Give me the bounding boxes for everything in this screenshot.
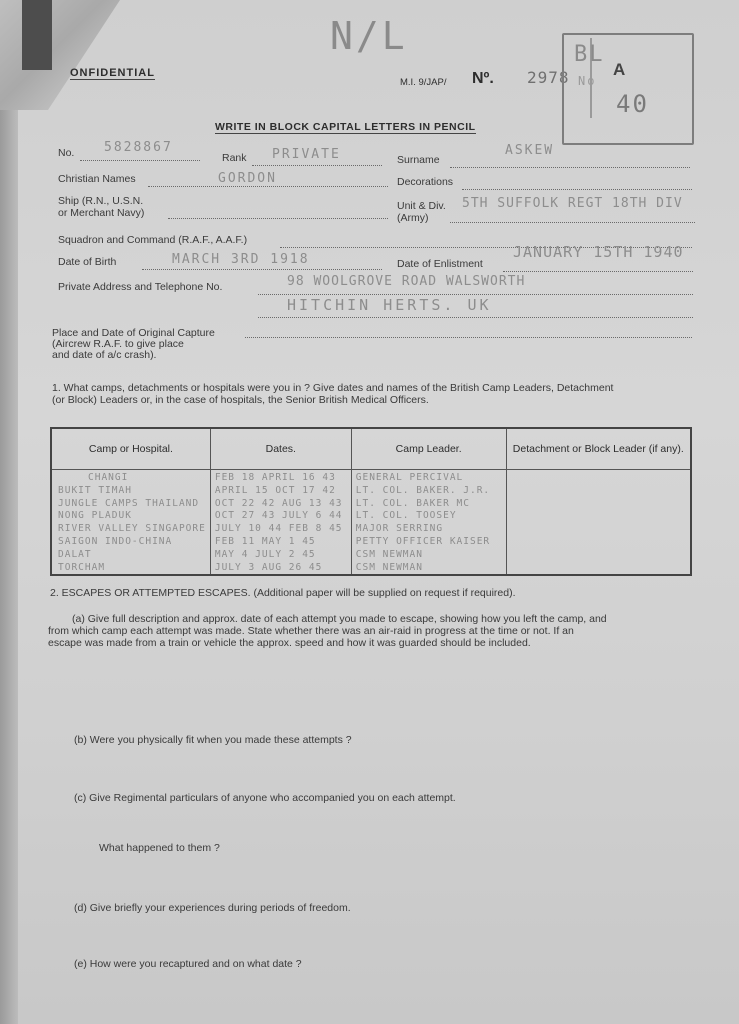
leader-column [351,470,506,576]
question-2c-followup: What happened to them ? [99,842,220,854]
col-leader: Camp Leader. [351,428,506,470]
leader-cell: LT. COL. BAKER MC [355,497,470,509]
question-2c: (c) Give Regimental particulars of anyone who accompanied you on each attempt. [74,792,456,804]
col-detachment: Detachment or Block Leader (if any). [506,428,691,470]
question-2e: (e) How were you recaptured and on what date ? [74,958,302,970]
unit-value: 5TH SUFFOLK REGT 18TH DIV [462,196,683,211]
camp-cell: NONG PLADUK [58,510,132,522]
dob-label: Date of Birth [58,256,117,268]
number-value: 2978 [527,68,570,87]
surname-label: Surname [397,154,440,166]
camp-column [51,470,210,576]
christian-names-value: GORDON [218,171,277,186]
stamp-no: No [578,74,597,88]
christian-names-label: Christian Names [58,173,136,185]
leader-cell: LT. COL. BAKER. J.R. [355,484,491,496]
camps-table [50,427,692,576]
question-2a: (a) Give full description and approx. date of each attempt you made to escape, showing how you left the camp, and from which camp each attempt was made. State whether there was an air-raid in progress at the time or not. If an escape was made from a train or vehicle the approx. speed and how it was guarded should be included. [48,613,607,649]
col-dates: Dates. [210,428,351,470]
unit-label: Unit & Div. (Army) [397,200,446,224]
camp-cell: BUKIT TIMAH [58,484,132,496]
camp-cell: CHANGI [88,472,129,483]
camp-cell: JUNGLE CAMPS THAILAND [58,497,200,509]
address-line-2: HITCHIN HERTS. UK [287,296,492,314]
detachment-column [506,470,691,576]
ship-label: Ship (R.N., U.S.N. or Merchant Navy) [58,195,145,219]
dates-cell: OCT 27 43 JULY 6 44 [214,510,343,522]
question-2b: (b) Were you physically fit when you made these attempts ? [74,734,352,746]
folder-edge [0,0,18,1024]
leader-cell: CSM NEWMAN [355,561,423,573]
question-1: 1. What camps, detachments or hospitals were you in ? Give dates and names of the British Camp Leaders, Detachment (or Block) Leaders or, in the case of hospitals, the Senior British Medical Officers. [52,382,614,406]
dates-cell: FEB 11 MAY 1 45 [214,535,316,547]
camp-cell: TORCHAM [58,561,106,573]
camp-cell: RIVER VALLEY SINGAPORE [58,523,206,535]
leader-cell: PETTY OFFICER KAISER [355,535,491,547]
dates-cell: OCT 22 42 AUG 13 43 [214,497,343,509]
service-no-value: 5828867 [104,140,173,155]
surname-value: ASKEW [505,143,555,158]
rank-label: Rank [222,152,247,164]
stamp-number: 40 [616,90,649,118]
number-label: Nº. [472,70,494,87]
leader-cell: LT. COL. TOOSEY [355,510,457,522]
capture-label: Place and Date of Original Capture (Aircrew R.A.F. to give place and date of a/c crash). [52,327,215,361]
dates-cell: APRIL 15 OCT 17 42 [214,484,336,496]
camp-cell: DALAT [58,548,92,560]
stamp-text: BL [574,42,605,67]
camp-cell: SAIGON INDO-CHINA [58,535,173,547]
rank-value: PRIVATE [272,147,341,162]
leader-cell: GENERAL PERCIVAL [355,472,464,483]
squadron-label: Squadron and Command (R.A.F., A.A.F.) [58,234,248,246]
folder-tie-shadow [22,0,52,70]
question-2-heading: 2. ESCAPES OR ATTEMPTED ESCAPES. (Additional paper will be supplied on request if required). [50,587,516,599]
nil-mark: N/L [330,14,408,58]
dates-cell: JULY 10 44 FEB 8 45 [214,523,343,535]
address-label: Private Address and Telephone No. [58,281,223,293]
stamp-letter: A [613,60,626,79]
col-camp: Camp or Hospital. [51,428,210,470]
address-line-1: 98 WOOLGROVE ROAD WALSWORTH [287,274,526,289]
enlistment-value: JANUARY 15TH 1940 [513,243,684,261]
decorations-label: Decorations [397,176,454,188]
enlistment-label: Date of Enlistment [397,258,483,270]
leader-cell: CSM NEWMAN [355,548,423,560]
dates-column [210,470,351,576]
form-instruction: WRITE IN BLOCK CAPITAL LETTERS IN PENCIL [215,121,476,133]
form-ref: M.I. 9/JAP/ [400,77,447,88]
dates-cell: FEB 18 APRIL 16 43 [214,472,336,483]
confidential-label: ONFIDENTIAL [70,67,155,79]
dates-cell: MAY 4 JULY 2 45 [214,548,316,560]
question-2d: (d) Give briefly your experiences during periods of freedom. [74,902,351,914]
dob-value: MARCH 3RD 1918 [172,252,310,267]
dates-cell: JULY 3 AUG 26 45 [214,561,323,573]
leader-cell: MAJOR SERRING [355,523,444,535]
service-no-label: No. [58,147,75,159]
